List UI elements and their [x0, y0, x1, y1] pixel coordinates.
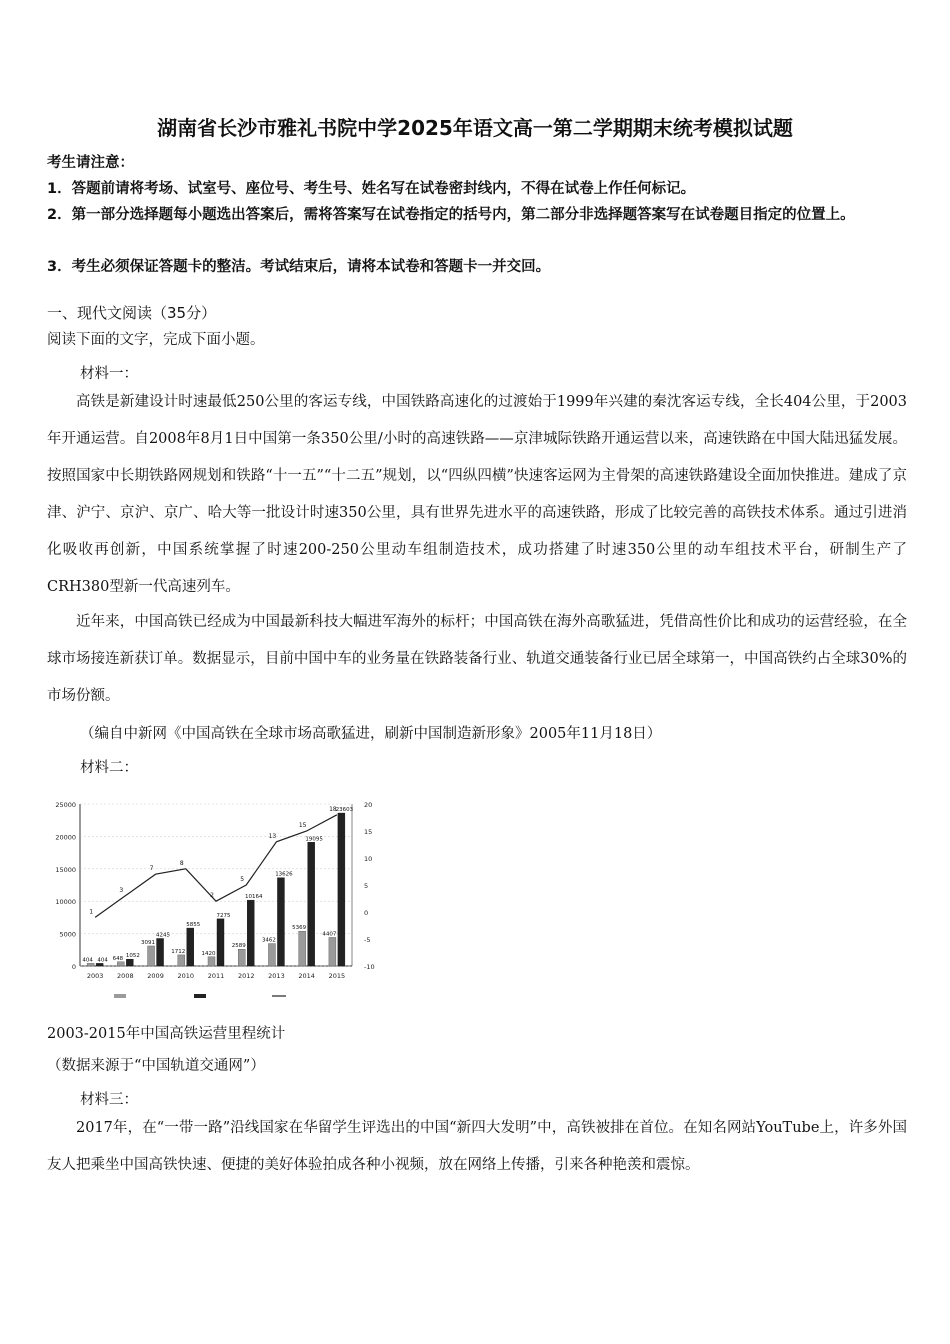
- chart-right-tick: 0: [364, 909, 369, 917]
- chart-data-label: 648: [112, 955, 124, 962]
- chart-left-tick: 25000: [55, 801, 76, 809]
- notice-item-2: 2．第一部分选择题每小题选出答案后，需将答案写在试卷指定的括号内，第二部分非选择题答案写在试卷题目指定的位置上。: [47, 207, 855, 223]
- chart-source: （数据来源于“中国轨道交通网”）: [47, 1058, 265, 1074]
- material1-paragraph-2: 近年来，中国高铁已经成为中国最新科技大幅进军海外的标杆；中国高铁在海外高歌猛进，凭借高性价比和成功的运营经验，在全球市场接连新获订单。数据显示，目前中国中车的业务量在铁路装备行业、轨道交通装备行业已居全球第一，中国高铁约占全球30%的市场份额。: [47, 614, 907, 704]
- chart-bar-new-mileage: [299, 931, 306, 966]
- chart-bar-total-mileage: [308, 842, 315, 966]
- chart-data-label: 1: [89, 908, 94, 916]
- chart-data-label: 404: [97, 957, 108, 964]
- chart-bar-new-mileage: [148, 946, 155, 966]
- chart-data-label: 5369: [292, 925, 307, 932]
- material1-paragraph-1: 高铁是新建设计时速最低250公里的客运专线，中国铁路高速化的过渡始于1999年兴建的秦沈客运专线，全长404公里，于2003年开通运营。自2008年8月1日中国第一条350公里/小时的高速铁路——京津城际铁路开通运营以来，高速铁路在中国大陆迅猛发展。按照国家中长期铁路网规划和铁路“十一五”“十二五”规划，以“四纵四横”快速客运网为主骨架的高速铁路建设全面加快推进。建成了京津、沪宁、京沪、京广、哈大等一批设计时速350公里，具有世界先进水平的高速铁路，形成了比较完善的高铁技术体系。通过引进消化吸收再创新，中国系统掌握了时速200-250公里动车组制造技术，成功搭建了时速350公里的动车组技术平台，研制生产了CRH380型新一代高速列车。: [47, 394, 907, 595]
- chart-right-tick: 10: [364, 855, 373, 863]
- reading-instruction: 阅读下面的文字，完成下面小题。: [47, 332, 265, 348]
- material2-label: 材料二：: [80, 760, 138, 776]
- chart-data-label: 1052: [125, 953, 140, 960]
- chart-right-tick: 20: [364, 801, 373, 809]
- chart-legend-swatch: [194, 994, 206, 998]
- chart-data-label: 5855: [186, 922, 201, 929]
- chart-bar-total-mileage: [338, 813, 345, 966]
- chart-data-label: 13: [268, 832, 277, 840]
- section-heading: 一、现代文阅读（35分）: [47, 304, 217, 322]
- chart-x-tick: 2010: [177, 972, 195, 980]
- chart-bar-total-mileage: [277, 878, 284, 966]
- chart-data-label: 10164: [244, 894, 263, 901]
- chart-bar-new-mileage: [117, 962, 124, 966]
- material3-paragraph-1: 2017年，在“一带一路”沿线国家在华留学生评选出的中国“新四大发明”中，高铁被排在首位。在知名网站YouTube上，许多外国友人把乘坐中国高铁快速、便捷的美好体验拍成各种小视频，放在网络上传播，引来各种艳羡和震惊。: [47, 1120, 907, 1173]
- chart-left-tick: 0: [71, 963, 76, 971]
- chart-x-tick: 2003: [86, 972, 104, 980]
- chart-bar-total-mileage: [247, 900, 254, 966]
- chart-right-tick: 15: [364, 828, 373, 836]
- chart-data-label: 7275: [216, 912, 231, 919]
- chart-left-tick: 10000: [55, 898, 76, 907]
- chart-bar-new-mileage: [329, 937, 336, 966]
- notice-item-3: 3．考生必须保证答题卡的整洁。考试结束后，请将本试卷和答题卡一并交回。: [47, 259, 551, 275]
- rail-mileage-chart: [44, 790, 394, 1008]
- material1-label: 材料一：: [80, 366, 138, 382]
- chart-data-label: 4407: [322, 931, 337, 938]
- chart-left-tick: 5000: [59, 930, 76, 939]
- chart-x-tick: 2013: [268, 972, 285, 980]
- chart-data-label: 13626: [275, 871, 293, 878]
- chart-caption: 2003-2015年中国高铁运营里程统计: [47, 1026, 286, 1042]
- chart-right-tick: 5: [364, 882, 369, 890]
- chart-bar-new-mileage: [87, 963, 94, 966]
- chart-x-tick: 2008: [117, 972, 134, 980]
- chart-data-label: 2: [210, 892, 214, 900]
- chart-left-tick: 15000: [55, 865, 76, 874]
- chart-data-label: 4245: [156, 932, 171, 939]
- material3-label: 材料三：: [80, 1092, 138, 1108]
- chart-bar-new-mileage: [208, 957, 215, 966]
- chart-data-label: 19095: [305, 836, 323, 843]
- chart-data-label: 15: [298, 822, 307, 829]
- chart-bar-new-mileage: [238, 949, 245, 966]
- chart-data-label: 3091: [141, 939, 156, 946]
- chart-data-label: 23603: [335, 807, 354, 814]
- chart-left-tick: 20000: [55, 833, 76, 842]
- chart-right-tick: -10: [364, 963, 375, 971]
- chart-x-tick: 2011: [207, 972, 225, 980]
- notice-heading: 考生请注意：: [47, 155, 134, 171]
- chart-x-tick: 2012: [237, 972, 255, 980]
- chart-bar-total-mileage: [126, 959, 133, 966]
- chart-data-label: 1712: [171, 948, 186, 955]
- chart-legend-swatch: [114, 994, 126, 998]
- chart-data-label: 1420: [201, 950, 216, 957]
- chart-bar-total-mileage: [217, 919, 224, 966]
- chart-data-label: 2589: [231, 943, 246, 950]
- chart-bar-new-mileage: [268, 944, 275, 966]
- page-title: 湖南省长沙市雅礼书院中学2025年语文高一第二学期期末统考模拟试题: [157, 116, 793, 140]
- chart-bar-new-mileage: [178, 955, 185, 966]
- chart-data-label: 3: [119, 886, 124, 894]
- chart-x-tick: 2009: [147, 972, 164, 980]
- chart-data-label: 7: [149, 865, 154, 873]
- chart-data-label: 18: [329, 805, 337, 813]
- chart-x-tick: 2015: [328, 972, 346, 980]
- chart-right-tick: -5: [364, 936, 371, 944]
- chart-x-tick: 2014: [298, 972, 315, 980]
- chart-bar-total-mileage: [187, 928, 194, 966]
- chart-data-label: 5: [240, 876, 245, 883]
- chart-data-label: 404: [82, 957, 93, 964]
- chart-line-growth: [95, 815, 337, 918]
- chart-bar-total-mileage: [96, 963, 103, 966]
- chart-data-label: 3462: [261, 937, 276, 944]
- chart-bar-total-mileage: [157, 938, 164, 966]
- chart-data-label: 8: [179, 859, 184, 867]
- notice-item-1: 1．答题前请将考场、试室号、座位号、考生号、姓名写在试卷密封线内，不得在试卷上作任何标记。: [47, 181, 696, 197]
- material1-source: （编自中新网《中国高铁在全球市场高歌猛进，刷新中国制造新形象》2005年11月18日）: [80, 726, 662, 742]
